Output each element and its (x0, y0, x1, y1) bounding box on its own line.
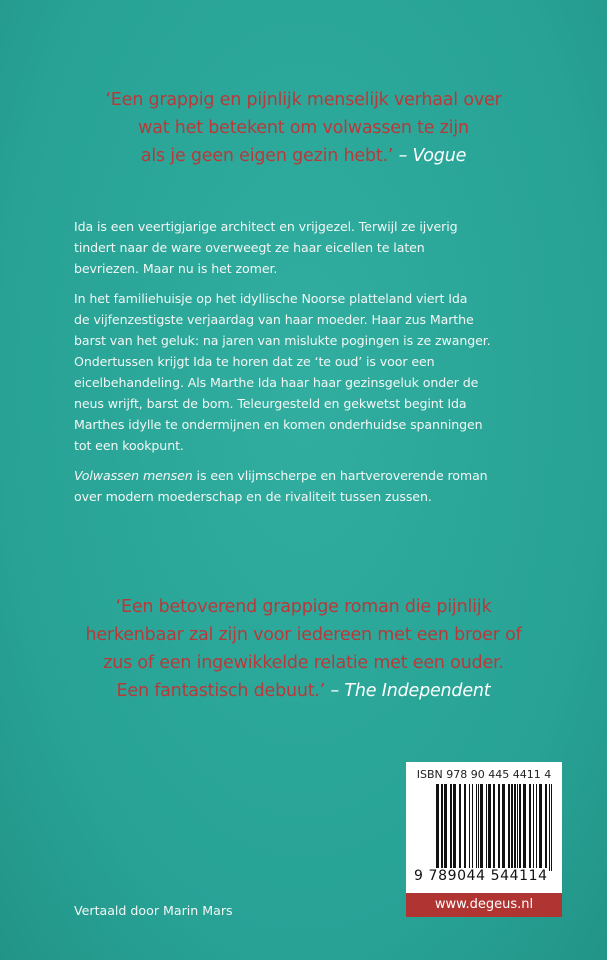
barcode-digits: 9 789044 544114 (414, 868, 548, 884)
quote-line: ‘Een grappig en pijnlijk menselijk verhaal over (105, 90, 502, 110)
blurb-paragraph-1: Ida is een veertigjarige architect en vrijgezel. Terwijl ze ijverig tindert naar de ware overweegt ze haar eicellen te laten bevriezen. Maar nu is het zomer. (74, 219, 458, 276)
book-title: Volwassen mensen (74, 468, 193, 483)
translator-credit: Vertaald door Marin Mars (74, 903, 233, 918)
quote-source: – Vogue (398, 146, 467, 166)
quote-source: – The Independent (330, 681, 491, 701)
barcode (436, 784, 554, 871)
quote-independent (0, 593, 607, 705)
isbn-barcode-box (406, 762, 562, 893)
publisher-url: www.degeus.nl (406, 893, 562, 917)
blurb-paragraph-3-text: is een vlijmscherpe en hartveroverende roman over modern moederschap en de rivaliteit tussen zussen. (74, 468, 488, 504)
quote-line: wat het betekent om volwassen te zijn (138, 118, 469, 138)
quote-line: zus of een ingewikkelde relatie met een ouder. (103, 653, 504, 673)
isbn-label: ISBN 978 90 445 4411 4 (416, 768, 552, 781)
blurb (74, 216, 554, 516)
blurb-paragraph-3 (74, 465, 554, 507)
quote-line: Een fantastisch debuut.’ (116, 681, 331, 701)
quote-line: als je geen eigen gezin hebt.’ (140, 146, 399, 166)
blurb-paragraph-2: In het familiehuisje op het idyllische Noorse platteland viert Ida de vijfenzestigste verjaardag van haar moeder. Haar zus Marthe barst van het geluk: na jaren van mislukte pogingen is ze zwanger. Ondertussen krijgt Ida te horen dat ze ‘te oud’ is voor een eicelbehandeling. Als Marthe Ida haar haar gezinsgeluk onder de neus wrijft, barst de bom. Teleurgesteld en gekwetst begint Ida Marthes idylle te ondermijnen en komen onderhuidse spanningen tot een kookpunt. (74, 291, 491, 453)
barcode-bar (552, 784, 553, 871)
quote-line: herkenbaar zal zijn voor iedereen met een broer of (85, 625, 522, 645)
quote-line: ‘Een betoverend grappige roman die pijnlijk (115, 597, 492, 617)
quote-vogue (0, 86, 607, 170)
